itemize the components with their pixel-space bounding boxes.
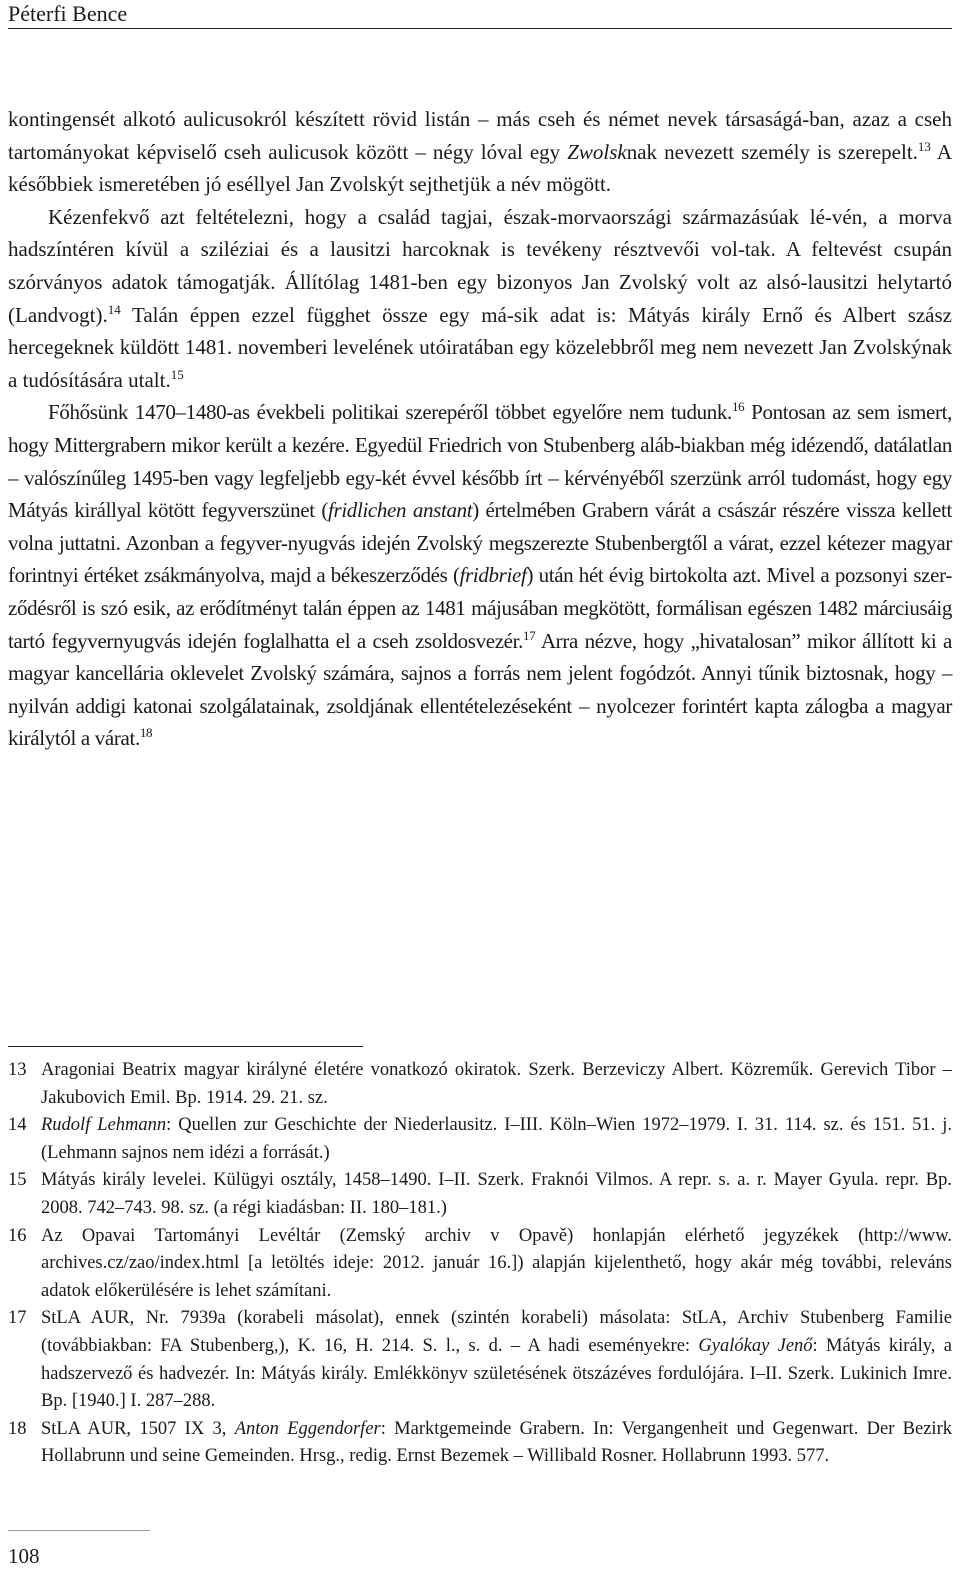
header-rule [8, 28, 952, 29]
italic-text: Anton Eggendorfer [234, 1418, 381, 1439]
footnote-ref: 16 [731, 399, 745, 415]
footnote-ref: 15 [170, 366, 184, 382]
footnote-ref: 17 [523, 627, 536, 643]
italic-text: fridlichen anstant [328, 498, 473, 523]
footnote-13 [8, 1057, 952, 1112]
running-head: Péterfi Bence [8, 1, 128, 26]
italic-text: Zwolsk [567, 139, 627, 164]
paragraph-1: kontingensét alkotó aulicusokról készített rövid listán – más cseh és német nevek társaságá-ban, azaz a cseh tartományokat képviselő cseh aulicusok között – négy lóval egy Zwolsknak nevezett személy is szerepelt.$^{13}$ A későbbiek ismeretében jó eséllyel Jan Zvolskýt sejthetjük a név mögött. [8, 107, 952, 197]
body-text [8, 103, 952, 755]
footnote-14 [8, 1112, 952, 1167]
footnote-number: 14 [8, 1115, 27, 1136]
italic-text: Gyalókay Jenő [698, 1335, 813, 1356]
paragraph-3: Főhősünk 1470–1480-as évekbeli politikai szerepéről többet egyelőre nem tudunk.$^{16}$ Pontosan az sem ismert, hogy Mittergrabern mikor került a kezére. Egyedül Friedrich von Stubenberg aláb-biakban még idézendő, datálatlan – valószínűleg 1495-ben vagy legfeljebb egy-két évvel később írt – kérvényéből szerzünk arról tudomást, hogy egy Mátyás királlyal kötött fegyverszünet (fridlichen anstant) értelmében Grabern várát a császár részére vissza kellett volna juttatni. Azonban a fegyver-nyugvás idején Zvolský megszerezte Stubenbergtől a várat, ezzel kétezer magyar forintnyi értéket zsákmányolva, majd a békeszerződés (fridbrief) után hét évig birtokolta azt. Mivel a pozsonyi szer-ződésről is szó esik, az erődítményt talán éppen az 1481 májusában megkötött, formálisan egészen 1482 márciusáig tartó fegyvernyugvás idején foglalhatta el a cseh zsoldosvezér.$^{17}$ Arra nézve, hogy „hivatalosan” mikor állított ki a magyar kancellária oklevelet Zvolský számára, sajnos a forrás nem jelent fogódzót. Annyi tűnik biztosnak, hogy – nyilván addigi katonai szolgálatainak, zsoldjának ellentételezéseként – nyolcezer forintért kapta zálogba a magyar királytól a várat.$^{18}$ [8, 399, 953, 751]
footnote-ref: 18 [139, 725, 153, 741]
footnote-text: StLA AUR, Nr. 7939a (korabeli másolat), ennek (szintén korabeli) másolata: StLA, Archiv Stubenberg Familie (továbbiakban: FA Stubenberg,), K. 16, H. 214. S. l., s. d. – A hadi eseményekre: Gyalókay Jenő: Mátyás király, a hadszervező és hadvezér. In: Mátyás király. Emlékkönyv születésének ötszázéves fordulójára. I–II. Szerk. Lukinich Imre. Bp. [1940.] I. 287–288. [41, 1308, 952, 1412]
footnote-15 [8, 1167, 952, 1222]
footnote-text: StLA AUR, 1507 IX 3, Anton Eggendorfer: Marktgemeinde Grabern. In: Vergangenheit und Gegenwart. Der Bezirk Hollabrunn und seine Gemeinden. Hrsg., redig. Ernst Bezemek – Willibald Rosner. Hollabrunn 1993. 577. [41, 1418, 952, 1467]
footnote-number: 15 [8, 1170, 27, 1191]
footnote-16 [8, 1223, 952, 1306]
footnote-18 [8, 1416, 952, 1471]
page-number-rule [8, 1530, 150, 1531]
footnote-text: Aragoniai Beatrix magyar királyné életére vonatkozó okiratok. Szerk. Berzeviczy Albert. Közreműk. Gerevich Tibor – Jakubovich Emil. Bp. 1914. 29. 21. sz. [41, 1060, 952, 1108]
footnote-ref: 14 [107, 301, 121, 317]
footnote-ref: 13 [917, 138, 931, 154]
footnote-number: 16 [8, 1225, 27, 1246]
footnote-number: 13 [8, 1060, 27, 1080]
italic-text: fridbrief [459, 563, 527, 588]
footnote-17 [8, 1305, 952, 1415]
page-number: 108 [8, 1544, 40, 1568]
paragraph-2: Kézenfekvő azt feltételezni, hogy a család tagjai, észak-morvaországi származásúak lé-vén, a morva hadszíntéren kívül a sziléziai és a lausitzi harcoknak is tevékeny résztvevői vol-tak. A feltevést csupán szórványos adatok támogatják. Állítólag 1481-ben egy bizonyos Jan Zvolský volt az alsó-lausitzi helytartó (Landvogt).$^{14}$ Talán éppen ezzel függhet össze egy má-sik adat is: Mátyás király Ernő és Albert szász hercegeknek küldött 1481. novemberi levelének utóiratában egy közelebbről meg nem nevezett Jan Zvolskýnak a tudósítására utalt.$^{15}$ [8, 204, 952, 392]
footnote-rule [8, 1046, 363, 1047]
footnote-text: Rudolf Lehmann: Quellen zur Geschichte der Niederlausitz. I–III. Köln–Wien 1972–1979. I. 31. 114. sz. és 151. 51. j. (Lehmann sajnos nem idézi a forrását.) [41, 1115, 952, 1163]
footnote-number: 17 [8, 1308, 27, 1329]
footnotes [8, 1057, 952, 1471]
footnote-text: Mátyás király levelei. Külügyi osztály, 1458–1490. I–II. Szerk. Fraknói Vilmos. A repr. s. a. r. Mayer Gyula. repr. Bp. 2008. 742–743. 98. sz. (a régi kiadásban: II. 180–181.) [41, 1170, 952, 1218]
italic-text: Rudolf Lehmann [41, 1115, 167, 1136]
footnote-number: 18 [8, 1418, 27, 1439]
footnote-text: Az Opavai Tartományi Levéltár (Zemský archiv v Opavě) honlapján elérhető jegyzékek (http://www. archives.cz/zao/index.html [a letöltés ideje: 2012. január 16.]) alapján kijelenthető, hogy akár még további, releváns adatok előkerülésére is lehet számítani. [41, 1225, 952, 1301]
